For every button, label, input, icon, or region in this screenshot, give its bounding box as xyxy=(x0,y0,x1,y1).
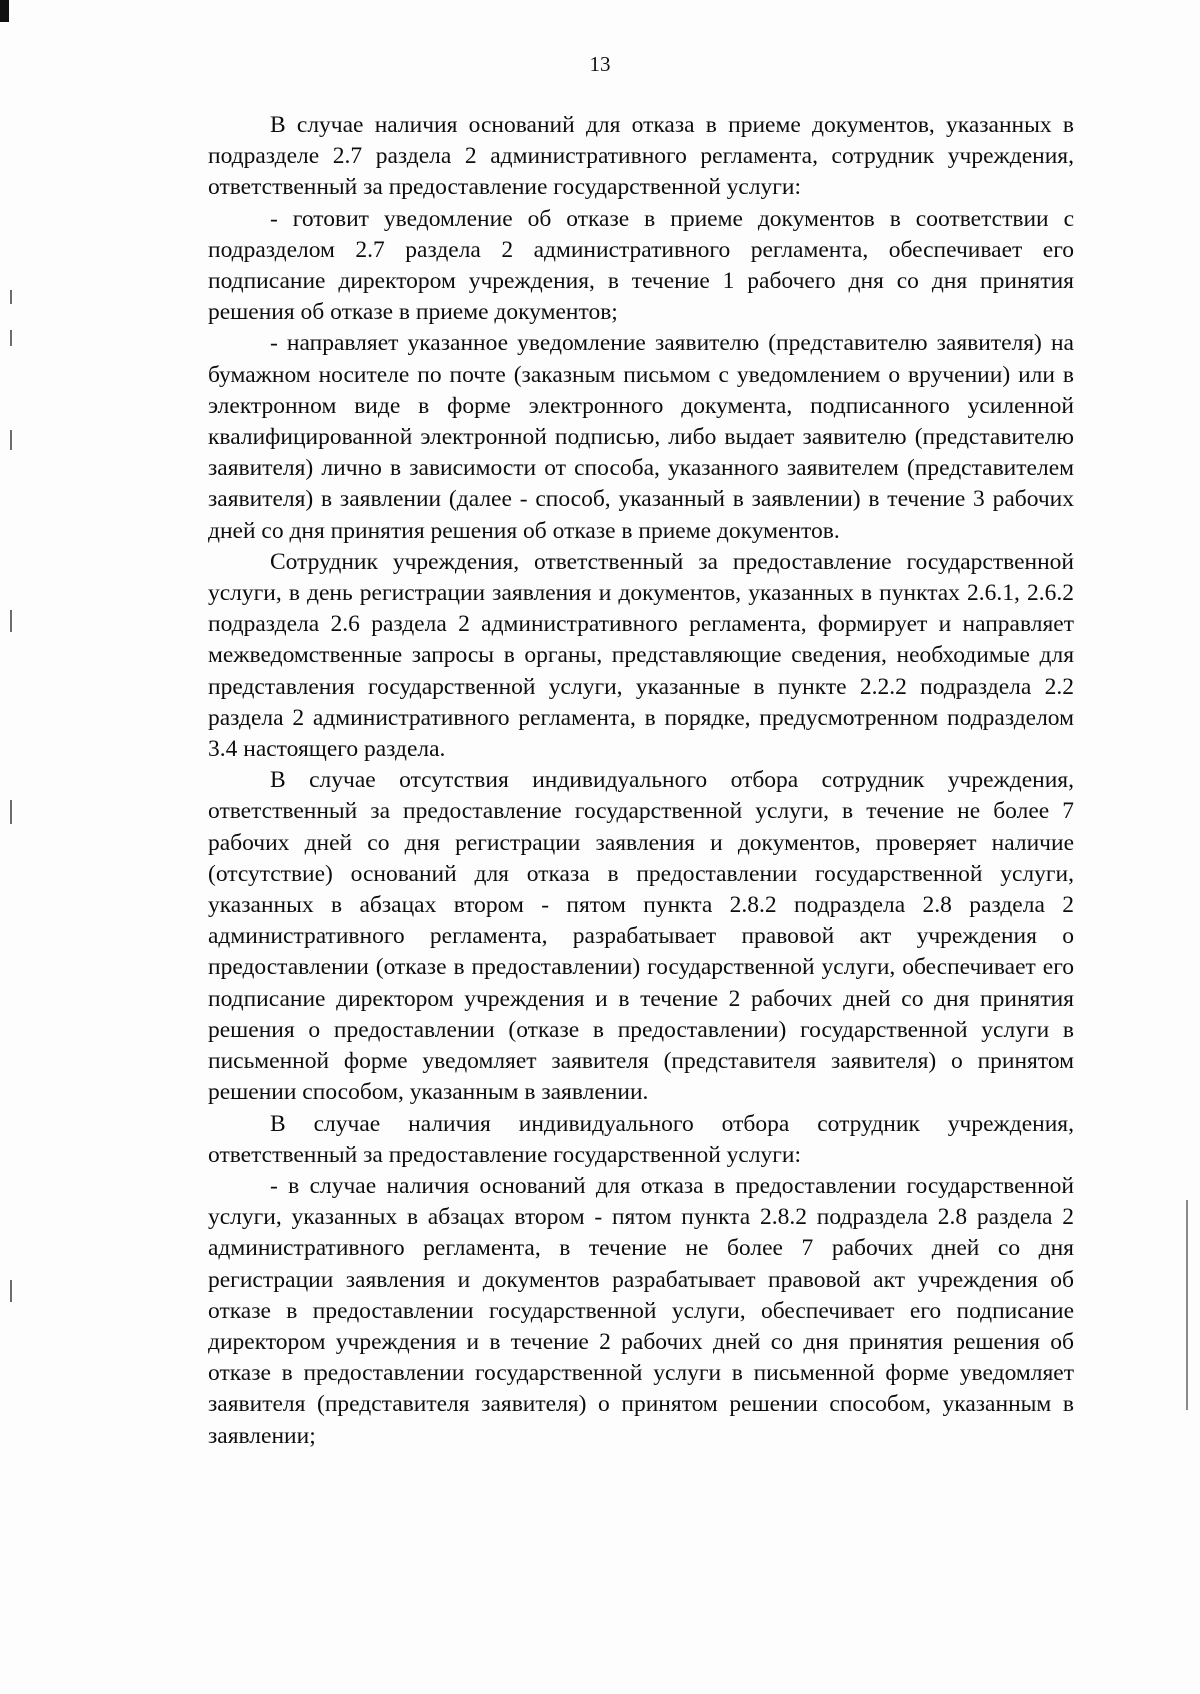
document-body xyxy=(208,110,1074,1452)
page-number: 13 xyxy=(589,52,611,76)
paragraph: Сотрудник учреждения, ответственный за предоставление государственной услуги, в день регистрации заявления и документов, указанных в пунктах 2.6.1, 2.6.2 подраздела 2.6 раздела 2 административного регламента, формирует и направляет межведомственные запросы в органы, представляющие сведения, необходимые для представления государственной услуги, указанные в пункте 2.2.2 подраздела 2.2 раздела 2 административного регламента, в порядке, предусмотренном подразделом 3.4 настоящего раздела. xyxy=(208,548,1074,763)
list-item: - в случае наличия оснований для отказа в предоставлении государственной услуги, указанных в абзацах втором - пятом пункта 2.8.2 подраздела 2.8 раздела 2 административного регламента, в течение не более 7 рабочих дней со дня регистрации заявления и документов разрабатывает правовой акт учреждения об отказе в предоставлении государственной услуги, обеспечивает его подписание директором учреждения и в течение 2 рабочих дней со дня принятия решения об отказе в предоставлении государственной услуги в письменной форме уведомляет заявителя (представителя заявителя) о принятом решении способом, указанным в заявлении; xyxy=(208,1172,1074,1449)
scan-margin-mark xyxy=(10,610,12,632)
paragraph: В случае наличия индивидуального отбора сотрудник учреждения, ответственный за предоставление государственной услуги: xyxy=(208,1110,1074,1168)
scan-corner-mark xyxy=(0,0,9,22)
scan-margin-mark xyxy=(10,1280,12,1302)
list-item: - готовит уведомление об отказе в приеме документов в соответствии с подразделом 2.7 раздела 2 административного регламента, обеспечивает его подписание директором учреждения, в течение 1 рабочего дня со дня принятия решения об отказе в приеме документов; xyxy=(208,205,1074,326)
paragraph: В случае наличия оснований для отказа в приеме документов, указанных в подразделе 2.7 раздела 2 административного регламента, сотрудник учреждения, ответственный за предоставление государственной услуги: xyxy=(208,112,1074,201)
scan-margin-mark xyxy=(1186,1200,1188,1410)
scan-margin-mark xyxy=(10,430,12,450)
scan-margin-mark xyxy=(10,290,12,304)
list-item: - направляет указанное уведомление заявителю (представителю заявителя) на бумажном носителе по почте (заказным письмом с уведомлением о вручении) или в электронном виде в форме электронного документа, подписанного усиленной квалифицированной электронной подписью, либо выдает заявителю (представителю заявителя) лично в зависимости от способа, указанного заявителем (представителем заявителя) в заявлении (далее - способ, указанный в заявлении) в течение 3 рабочих дней со дня принятия решения об отказе в приеме документов. xyxy=(208,330,1074,544)
scan-margin-mark xyxy=(10,330,12,346)
scan-margin-mark xyxy=(10,800,12,824)
paragraph: В случае отсутствия индивидуального отбора сотрудник учреждения, ответственный за предоставление государственной услуги, в течение не более 7 рабочих дней со дня регистрации заявления и документов, проверяет наличие (отсутствие) оснований для отказа в предоставлении государственной услуги, указанных в абзацах втором - пятом пункта 2.8.2 подраздела 2.8 раздела 2 административного регламента, разрабатывает правовой акт учреждения о предоставлении (отказе в предоставлении) государственной услуги, обеспечивает его подписание директором учреждения и в течение 2 рабочих дней со дня принятия решения о предоставлении (отказе в предоставлении) государственной услуги в письменной форме уведомляет заявителя (представителя заявителя) о принятом решении способом, указанным в заявлении. xyxy=(208,767,1074,1106)
